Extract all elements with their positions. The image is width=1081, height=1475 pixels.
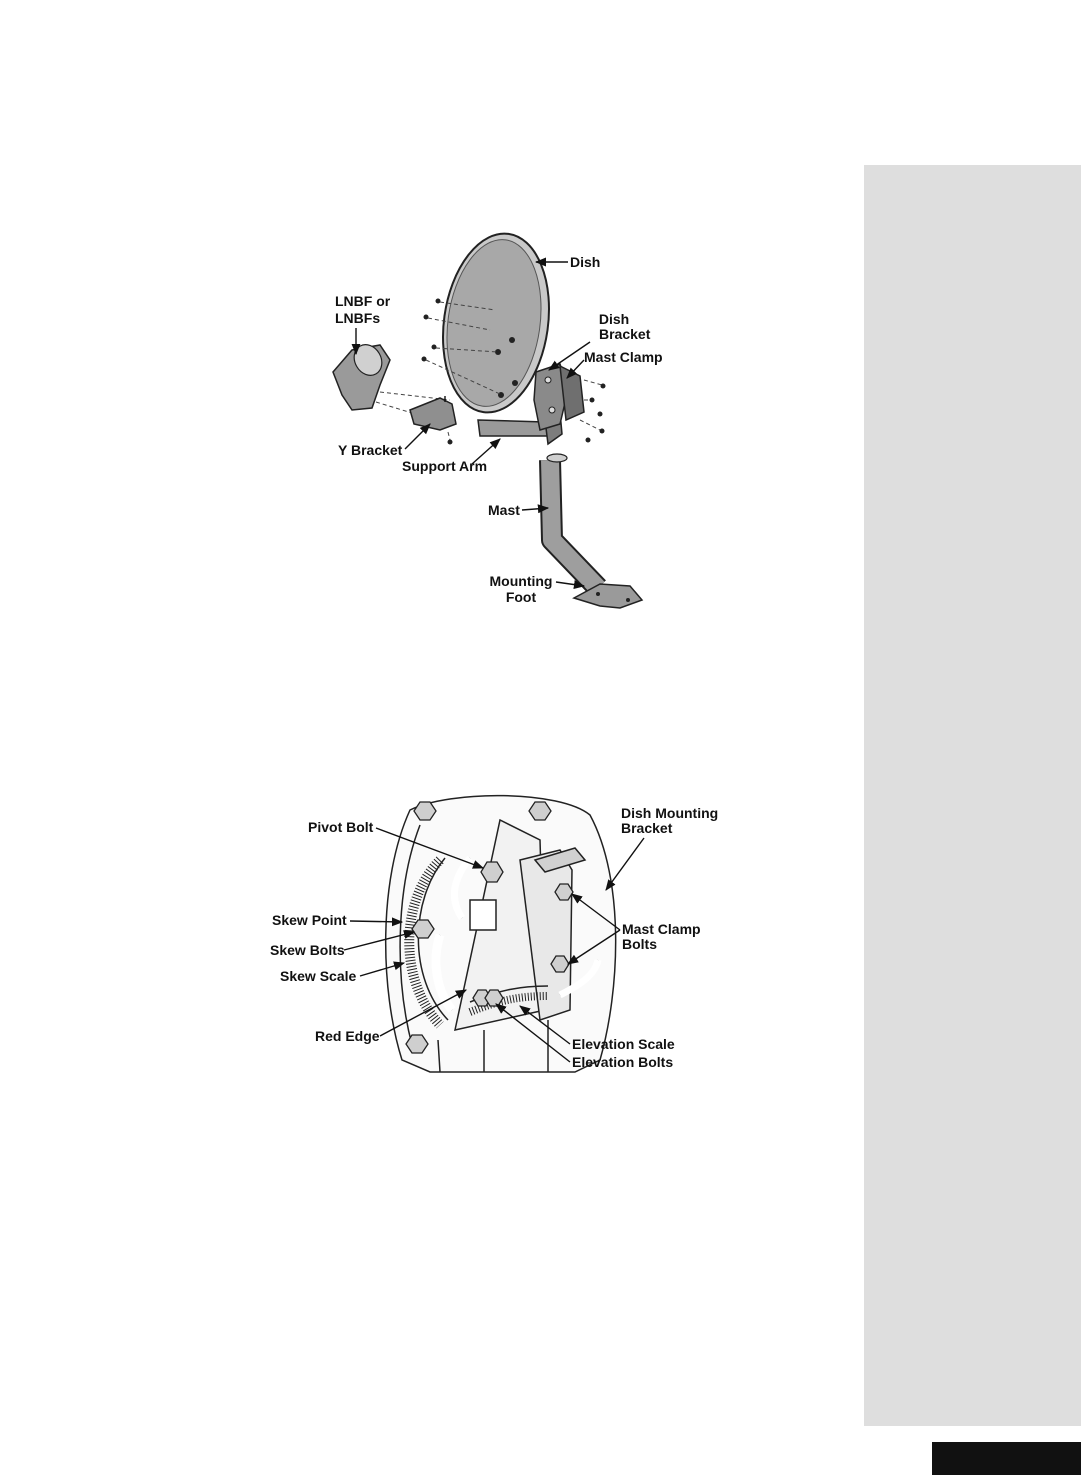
- skew-scale-label: Skew Scale: [280, 968, 357, 984]
- mast-clamp-bolts-label-line2: Bolts: [622, 936, 657, 952]
- dish-label: Dish: [570, 254, 601, 270]
- lnbf-label-line2: LNBFs: [335, 310, 381, 326]
- mast-label: Mast: [488, 502, 520, 518]
- red-edge-label: Red Edge: [315, 1028, 380, 1044]
- mounting-foot-label-line2: Foot: [505, 589, 537, 605]
- support-arm-label: Support Arm: [402, 458, 488, 474]
- dish-bracket-label-line1: Dish: [598, 311, 630, 327]
- y-bracket-leader: [405, 424, 430, 449]
- lnbf-label-line1: LNBF or: [335, 293, 391, 309]
- mast-clamp-label: Mast Clamp: [584, 349, 663, 365]
- skew-bolts-label: Skew Bolts: [270, 942, 345, 958]
- y-bracket-label: Y Bracket: [338, 442, 403, 458]
- dish-assembly-figure: [333, 227, 663, 608]
- elevation-bolts-label: Elevation Bolts: [572, 1054, 674, 1070]
- dish-mounting-bracket-leader: [606, 838, 644, 890]
- dish-mounting-bracket-label-line1: Dish Mounting: [621, 805, 719, 821]
- elevation-scale-label: Elevation Scale: [572, 1036, 675, 1052]
- mounting-foot-label-line1: Mounting: [489, 573, 553, 589]
- pivot-bolt-label: Pivot Bolt: [308, 819, 374, 835]
- skew-point-label: Skew Point: [272, 912, 347, 928]
- skew-point-leader: [350, 921, 402, 922]
- mast-illustration: [547, 454, 598, 588]
- mounting-bracket-figure: [270, 796, 718, 1072]
- mast-clamp-bolts-label-line1: Mast Clamp: [622, 921, 701, 937]
- dish-mounting-bracket-label-line2: Bracket: [621, 820, 673, 836]
- dish-bracket-label-line2: Bracket: [599, 326, 651, 342]
